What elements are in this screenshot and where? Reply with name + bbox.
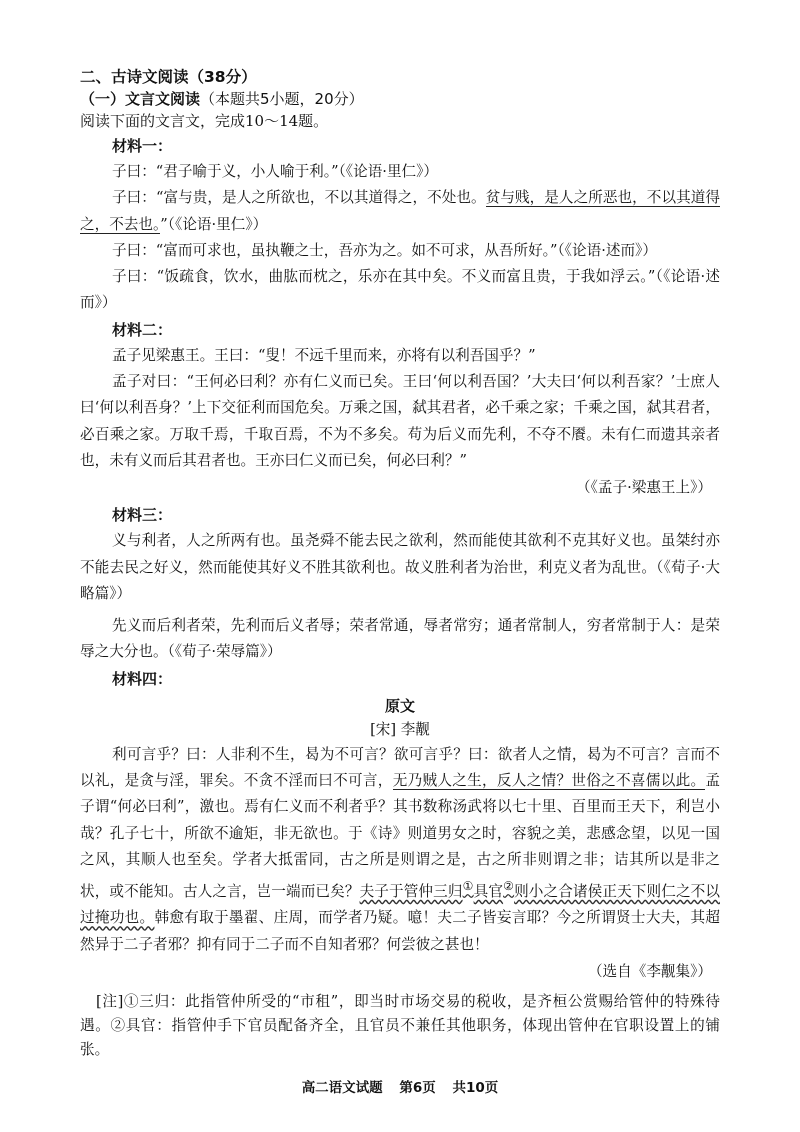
material-2-para-1: 孟子见梁惠王。王曰：“叟！不远千里而来，亦将有以利吾国乎？” [112,346,536,364]
note-marker-2: ② [503,879,515,894]
m1-p2-text: 子曰：“富与贵，是人之所欲也，不以其道得之，不处也。 [112,189,486,207]
footer-page: 第6页 [399,1080,436,1096]
material-3-para-1: 义与利者，人之所两有也。虽尧舜不能去民之欲利，然而能使其欲利不克其好义也。虽桀纣亦不能去民之好义，然而能使其好义不胜其欲利也。故义胜利者为治世，利克义者为乱世。（《荀子·大略篇》） [80,532,720,602]
note-marker-1: ① [462,879,474,894]
page-footer [0,1076,800,1096]
m4-text-2: 孟子谓“何必曰利”，激也。焉有仁义而不利者乎？其书数称汤武将以七十里、百里而王天下，利岂小哉？孔子七十，所欲不逾矩，非无欲也。于《诗》则道男女之时，容貌之美，悲感念望，以见一国之风，其顺人也至矣。学者大抵雷同，古之所是则谓之是，古之所非则谓之非；诘其所以是非之状，或不能知。古人之言，岂一端而已矣？ [80,772,720,901]
wavy-sentence-part-3: 则小之合诸侯正天下则仁之不以过掩功也。 [80,883,720,927]
material-1-para-2 [80,185,720,238]
subsection-title [80,88,720,110]
material-1-para-1: 子曰：“君子喻于义，小人喻于利。”（《论语·里仁》） [112,163,439,180]
instruction: 阅读下面的文言文，完成10～14题。 [80,112,329,130]
underlined-sentence-2: 无乃贼人之生，反人之情？世俗之不喜儒以此。 [392,772,706,790]
material-2-label: 材料二： [112,320,173,339]
material-4-author: [宋] 李觏 [370,720,430,738]
material-4-source: （选自《李觏集》） [587,962,712,980]
material-3-label: 材料三： [112,506,173,525]
material-1-para-4: 子曰：“饭疏食，饮水，曲肱而枕之，乐亦在其中矣。不义而富且贵，于我如浮云。”（《论语·述而》） [80,268,720,312]
material-2-source: （《孟子·梁惠王上》） [576,479,712,497]
material-4-text [80,742,720,958]
section-title: 二、古诗文阅读（38分） [80,68,257,86]
material-2-para-2: 孟子对曰：“王何必曰利？亦有仁义而已矣。王曰‘何以利吾国？’大夫曰‘何以利吾家？’士庶人曰‘何以利吾身？’上下交征利而国危矣。万乘之国，弑其君者，必千乘之家；千乘之国，弑其君者，必百乘之家。万取千焉，千取百焉，不为不多矣。苟为后义而先利，不夺不餍。未有仁而遗其亲者也，未有义而后其君者也。王亦曰仁义而已矣，何必曰利？” [80,373,720,469]
m1-p2-source: ”（《论语·里仁》） [160,215,268,233]
m4-text-1: 利可言乎？曰：人非利不生，曷为不可言？欲可言乎？曰：欲者人之情，曷为不可言？言而不以礼，是贪与淫，罪矣。不贪不淫而曰不可言， [80,745,720,790]
exam-page [80,66,720,1062]
m4-text-3: 韩愈有取于墨翟、庄周，而学者乃疑。噫！夫二子皆妄言耶？今之所谓贤士大夫，其超然异于二子者邪？抑有同于二子而不自知者邪？何尝彼之甚也！ [80,909,720,953]
material-4-label: 材料四： [112,669,173,688]
material-1-label: 材料一： [112,137,173,155]
subsection-desc: （本题共5小题，20分） [200,90,364,108]
annotations: [注]①三归：此指管仲所受的“市租”，即当时市场交易的税收，是齐桓公赏赐给管仲的特殊待遇。②具官：指管仲手下官员配备齐全，且官员不兼任其他职务，体现出管仲在官职设置上的铺张。 [80,992,720,1058]
wavy-sentence-part-2: 具官 [473,883,504,901]
underlined-sentence: 贫与贱，是人之所恶也，不以其道得之，不去也。 [80,189,720,233]
material-3-para-2: 先义而后利者荣，先利而后义者辱；荣者常通，辱者常穷；通者常制人，穷者常制于人：是荣辱之大分也。（《荀子·荣辱篇》） [80,617,720,661]
subsection-bold: （一）文言文阅读 [80,90,201,108]
footer-total: 共10页 [452,1080,499,1096]
material-1-para-3: 子曰：“富而可求也，虽执鞭之士，吾亦为之。如不可求，从吾所好。”（《论语·述而》） [112,241,657,259]
wavy-sentence-part-1: 夫子于管仲三归 [359,883,463,901]
footer-subject: 高二语文试题 [301,1080,383,1096]
material-4-title: 原文 [384,696,415,715]
